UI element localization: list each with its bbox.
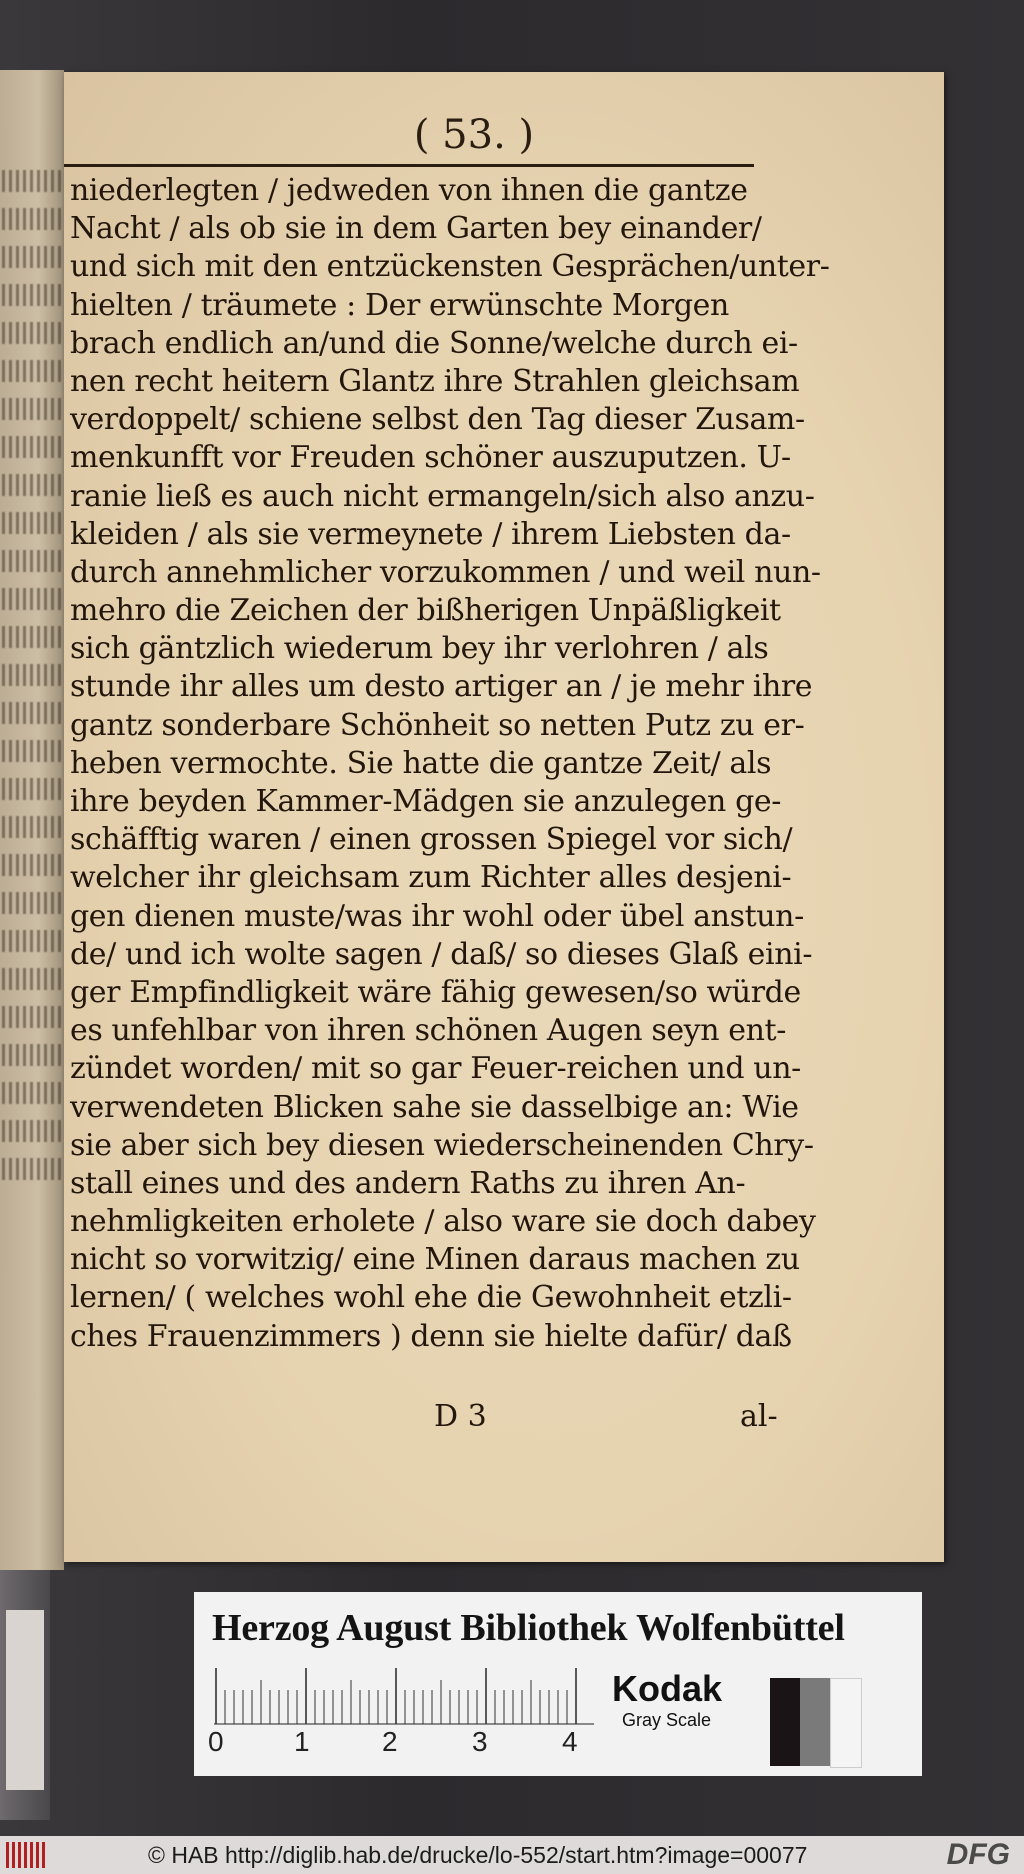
ghost-text-mark <box>2 474 62 496</box>
text-line: und sich mit den entzückensten Gesprächen/unter- <box>70 249 830 285</box>
ghost-text-mark <box>2 968 62 990</box>
text-line: nicht so vorwitzig/ eine Minen daraus machen zu <box>70 1242 800 1278</box>
ghost-text-mark <box>2 778 62 800</box>
text-line: schäfftig waren / einen grossen Spiegel vor sich/ <box>70 822 793 858</box>
text-line: nen recht heitern Glantz ihre Strahlen gleichsam <box>70 363 800 399</box>
ghost-text-mark <box>2 664 62 686</box>
ghost-text-mark <box>2 322 62 344</box>
ghost-text-mark <box>2 360 62 382</box>
ruler-number: 4 <box>562 1726 578 1757</box>
ruler-number: 3 <box>472 1726 488 1757</box>
text-line: es unfehlbar von ihren schönen Augen seyn ent- <box>70 1013 786 1049</box>
ghost-text-mark <box>2 626 62 648</box>
text-line: sich gäntzlich wiederum bey ihr verlohren / als <box>70 631 769 667</box>
footer-bar <box>0 1836 1024 1874</box>
text-line: durch annehmlicher vorzukommen / und weil nun- <box>70 554 821 590</box>
text-line: zündet worden/ mit so gar Feuer-reichen und un- <box>70 1051 801 1087</box>
ghost-text-mark <box>2 588 62 610</box>
text-line: niederlegten / jedweden von ihnen die gantze <box>70 173 748 208</box>
text-line: stunde ihr alles um desto artiger an / je mehr ihre <box>70 669 813 705</box>
page-number: ( 53. ) <box>413 112 535 158</box>
card-title: Herzog August Bibliothek Wolfenbüttel <box>212 1607 845 1649</box>
text-line: verwendeten Blicken sahe sie dasselbige an: Wie <box>70 1089 799 1125</box>
barcode-icon <box>6 1842 46 1868</box>
text-line: gen dienen muste/was ihr wohl oder übel anstun- <box>70 898 804 934</box>
book-page <box>64 72 944 1562</box>
ghost-text-mark <box>2 930 62 952</box>
gray-swatch-mid <box>800 1678 830 1766</box>
signature-mark: D 3 <box>434 1399 487 1434</box>
ghost-text-mark <box>2 398 62 420</box>
text-line: verdoppelt/ schiene selbst den Tag dieser Zusam- <box>70 402 805 438</box>
ghost-text-mark <box>2 854 62 876</box>
gray-swatch-black <box>770 1678 800 1766</box>
kodak-logo: Kodak <box>612 1668 723 1709</box>
ruler-number: 2 <box>382 1726 398 1757</box>
header-rule <box>64 164 754 167</box>
text-line: ger Empfindligkeit wäre fähig gewesen/so würde <box>70 974 801 1010</box>
ruler-number: 0 <box>208 1726 224 1757</box>
ghost-text-mark <box>2 246 62 268</box>
copyright-link[interactable]: © HAB http://diglib.hab.de/drucke/lo-552/start.htm?image=00077 <box>148 1842 808 1868</box>
book-edge-tab <box>6 1610 44 1790</box>
text-line: mehro die Zeichen der bißherigen Unpäßligkeit <box>70 593 781 629</box>
ghost-text-mark <box>2 1082 62 1104</box>
text-line: lernen/ ( welches wohl ehe die Gewohnheit etzli- <box>70 1280 792 1316</box>
text-line: Nacht / als ob sie in dem Garten bey einander/ <box>70 211 762 247</box>
ghost-text-mark <box>2 436 62 458</box>
dfg-logo: DFG <box>946 1838 1010 1871</box>
text-line: hielten / träumete : Der erwünschte Morgen <box>70 287 729 323</box>
ghost-text-mark <box>2 284 62 306</box>
ghost-text-mark <box>2 1006 62 1028</box>
text-line: stall eines und des andern Raths zu ihren An- <box>70 1165 746 1201</box>
ghost-text-mark <box>2 740 62 762</box>
ghost-text-mark <box>2 816 62 838</box>
text-line: ches Frauenzimmers ) denn sie hielte dafür/ daß <box>70 1318 792 1354</box>
ghost-text-mark <box>2 512 62 534</box>
ruler-number: 1 <box>294 1726 310 1757</box>
adjacent-page-strip <box>0 70 64 1570</box>
ruler-scale <box>214 1668 594 1728</box>
calibration-card <box>194 1592 922 1776</box>
text-line: welcher ihr gleichsam zum Richter alles desjeni- <box>70 860 792 896</box>
body-text <box>70 172 830 1356</box>
text-line: menkunfft vor Freuden schöner auszuputzen. U- <box>70 440 791 476</box>
book-edge <box>0 1570 50 1820</box>
text-line: gantz sonderbare Schönheit so netten Putz zu er- <box>70 707 805 743</box>
text-line: ranie ließ es auch nicht ermangeln/sich also anzu- <box>70 478 815 514</box>
catchword: al- <box>740 1399 778 1434</box>
text-line: kleiden / als sie vermeynete / ihrem Liebsten da- <box>70 516 791 552</box>
ghost-text-mark <box>2 702 62 724</box>
text-line: sie aber sich bey diesen wiederscheinenden Chry- <box>70 1127 814 1163</box>
gray-swatch-white <box>830 1678 862 1768</box>
ghost-text-mark <box>2 892 62 914</box>
ghost-text-mark <box>2 170 62 192</box>
gray-scale-label: Gray Scale <box>622 1710 712 1730</box>
text-line: de/ und ich wolte sagen / daß/ so dieses Glaß eini- <box>70 936 813 972</box>
ghost-text-mark <box>2 1044 62 1066</box>
ghost-text-mark <box>2 550 62 572</box>
ghost-text-mark <box>2 1120 62 1142</box>
text-line: brach endlich an/und die Sonne/welche durch ei- <box>70 325 798 361</box>
text-line: ihre beyden Kammer-Mädgen sie anzulegen ge- <box>70 784 781 819</box>
ghost-text-mark <box>2 1158 62 1180</box>
text-line: heben vermochte. Sie hatte die gantze Zeit/ als <box>70 745 772 781</box>
text-line: nehmligkeiten erholete / also ware sie doch dabey <box>70 1204 816 1240</box>
ghost-text-mark <box>2 208 62 230</box>
